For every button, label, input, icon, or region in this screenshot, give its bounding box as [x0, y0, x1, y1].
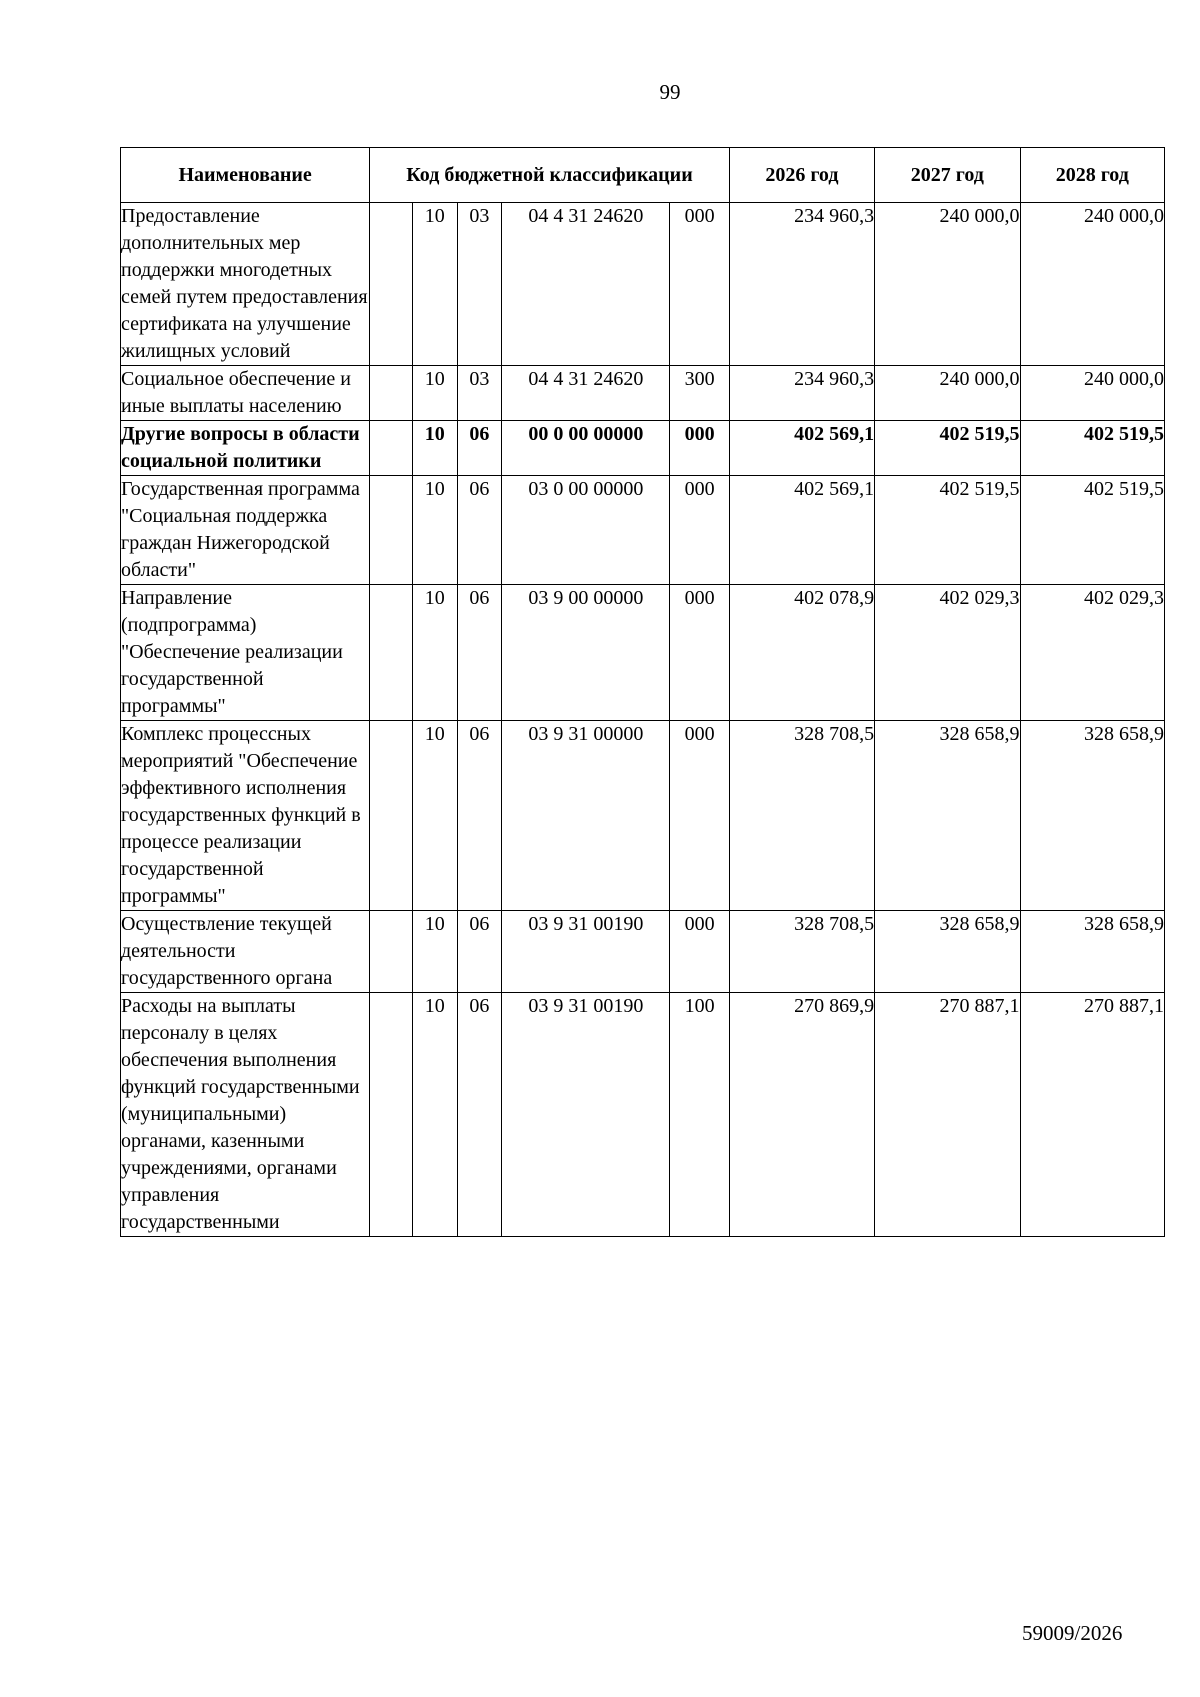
row-name: Направление (подпрограмма) "Обеспечение реализации государственной программы"	[121, 585, 370, 721]
row-name: Осуществление текущей деятельности государственного органа	[121, 911, 370, 993]
page-number: 99	[659, 80, 681, 104]
table-header-row	[121, 148, 1165, 203]
table-row	[121, 203, 1165, 366]
value-2026: 234 960,3	[729, 366, 874, 421]
value-2026: 234 960,3	[729, 203, 874, 366]
value-2026: 402 078,9	[729, 585, 874, 721]
value-2027: 402 029,3	[875, 585, 1020, 721]
value-2028: 240 000,0	[1020, 366, 1164, 421]
row-name: Расходы на выплаты персоналу в целях обеспечения выполнения функций государственными (муниципальными) органами, казенными учреждениями, органами управления государственными	[121, 993, 370, 1237]
table-row	[121, 721, 1165, 911]
code-expense-type: 000	[670, 203, 729, 366]
value-2027: 402 519,5	[875, 476, 1020, 585]
value-2026: 328 708,5	[729, 911, 874, 993]
code-expense-type: 000	[670, 721, 729, 911]
code-section: 10	[412, 476, 457, 585]
code-expense-type: 000	[670, 911, 729, 993]
value-2028: 402 519,5	[1020, 421, 1164, 476]
code-section: 10	[412, 721, 457, 911]
code-target-article: 03 9 31 00190	[502, 911, 670, 993]
code-target-article: 03 9 31 00000	[502, 721, 670, 911]
code-section: 10	[412, 203, 457, 366]
code-section: 10	[412, 421, 457, 476]
header-name: Наименование	[121, 148, 370, 203]
table-row	[121, 993, 1165, 1237]
code-target-article: 03 9 00 00000	[502, 585, 670, 721]
value-2026: 270 869,9	[729, 993, 874, 1237]
table-row	[121, 366, 1165, 421]
header-2026: 2026 год	[729, 148, 874, 203]
code-part-1	[370, 476, 413, 585]
code-expense-type: 000	[670, 421, 729, 476]
value-2027: 240 000,0	[875, 366, 1020, 421]
code-expense-type: 300	[670, 366, 729, 421]
value-2028: 328 658,9	[1020, 911, 1164, 993]
code-section: 10	[412, 366, 457, 421]
row-name: Комплекс процессных мероприятий "Обеспечение эффективного исполнения государственных функций в процессе реализации государственной программы"	[121, 721, 370, 911]
code-subsection: 06	[457, 911, 502, 993]
code-part-1	[370, 203, 413, 366]
header-2027: 2027 год	[875, 148, 1020, 203]
value-2028: 270 887,1	[1020, 993, 1164, 1237]
code-expense-type: 000	[670, 476, 729, 585]
code-subsection: 06	[457, 421, 502, 476]
table-row-total	[121, 421, 1165, 476]
code-part-1	[370, 366, 413, 421]
table-row	[121, 585, 1165, 721]
code-subsection: 06	[457, 993, 502, 1237]
code-expense-type: 000	[670, 585, 729, 721]
code-part-1	[370, 585, 413, 721]
value-2027: 270 887,1	[875, 993, 1020, 1237]
table-row	[121, 476, 1165, 585]
code-part-1	[370, 421, 413, 476]
code-section: 10	[412, 993, 457, 1237]
code-target-article: 00 0 00 00000	[502, 421, 670, 476]
value-2028: 402 029,3	[1020, 585, 1164, 721]
code-part-1	[370, 721, 413, 911]
row-name: Предоставление дополнительных мер поддержки многодетных семей путем предоставления сертификата на улучшение жилищных условий	[121, 203, 370, 366]
code-expense-type: 100	[670, 993, 729, 1237]
code-part-1	[370, 911, 413, 993]
code-subsection: 06	[457, 476, 502, 585]
code-subsection: 06	[457, 721, 502, 911]
code-target-article: 03 0 00 00000	[502, 476, 670, 585]
value-2028: 328 658,9	[1020, 721, 1164, 911]
document-number: 59009/2026	[1022, 1621, 1123, 1645]
value-2026: 328 708,5	[729, 721, 874, 911]
code-target-article: 03 9 31 00190	[502, 993, 670, 1237]
value-2026: 402 569,1	[729, 476, 874, 585]
value-2027: 328 658,9	[875, 721, 1020, 911]
header-code: Код бюджетной классификации	[370, 148, 729, 203]
row-name: Государственная программа "Социальная поддержка граждан Нижегородской области"	[121, 476, 370, 585]
code-section: 10	[412, 911, 457, 993]
code-subsection: 06	[457, 585, 502, 721]
code-subsection: 03	[457, 203, 502, 366]
value-2026: 402 569,1	[729, 421, 874, 476]
row-name: Другие вопросы в области социальной политики	[121, 421, 370, 476]
value-2027: 402 519,5	[875, 421, 1020, 476]
value-2028: 402 519,5	[1020, 476, 1164, 585]
code-part-1	[370, 993, 413, 1237]
value-2027: 240 000,0	[875, 203, 1020, 366]
code-target-article: 04 4 31 24620	[502, 203, 670, 366]
code-target-article: 04 4 31 24620	[502, 366, 670, 421]
budget-table	[120, 147, 1165, 1237]
code-section: 10	[412, 585, 457, 721]
table-row	[121, 911, 1165, 993]
header-2028: 2028 год	[1020, 148, 1164, 203]
value-2028: 240 000,0	[1020, 203, 1164, 366]
code-subsection: 03	[457, 366, 502, 421]
value-2027: 328 658,9	[875, 911, 1020, 993]
row-name: Социальное обеспечение и иные выплаты населению	[121, 366, 370, 421]
